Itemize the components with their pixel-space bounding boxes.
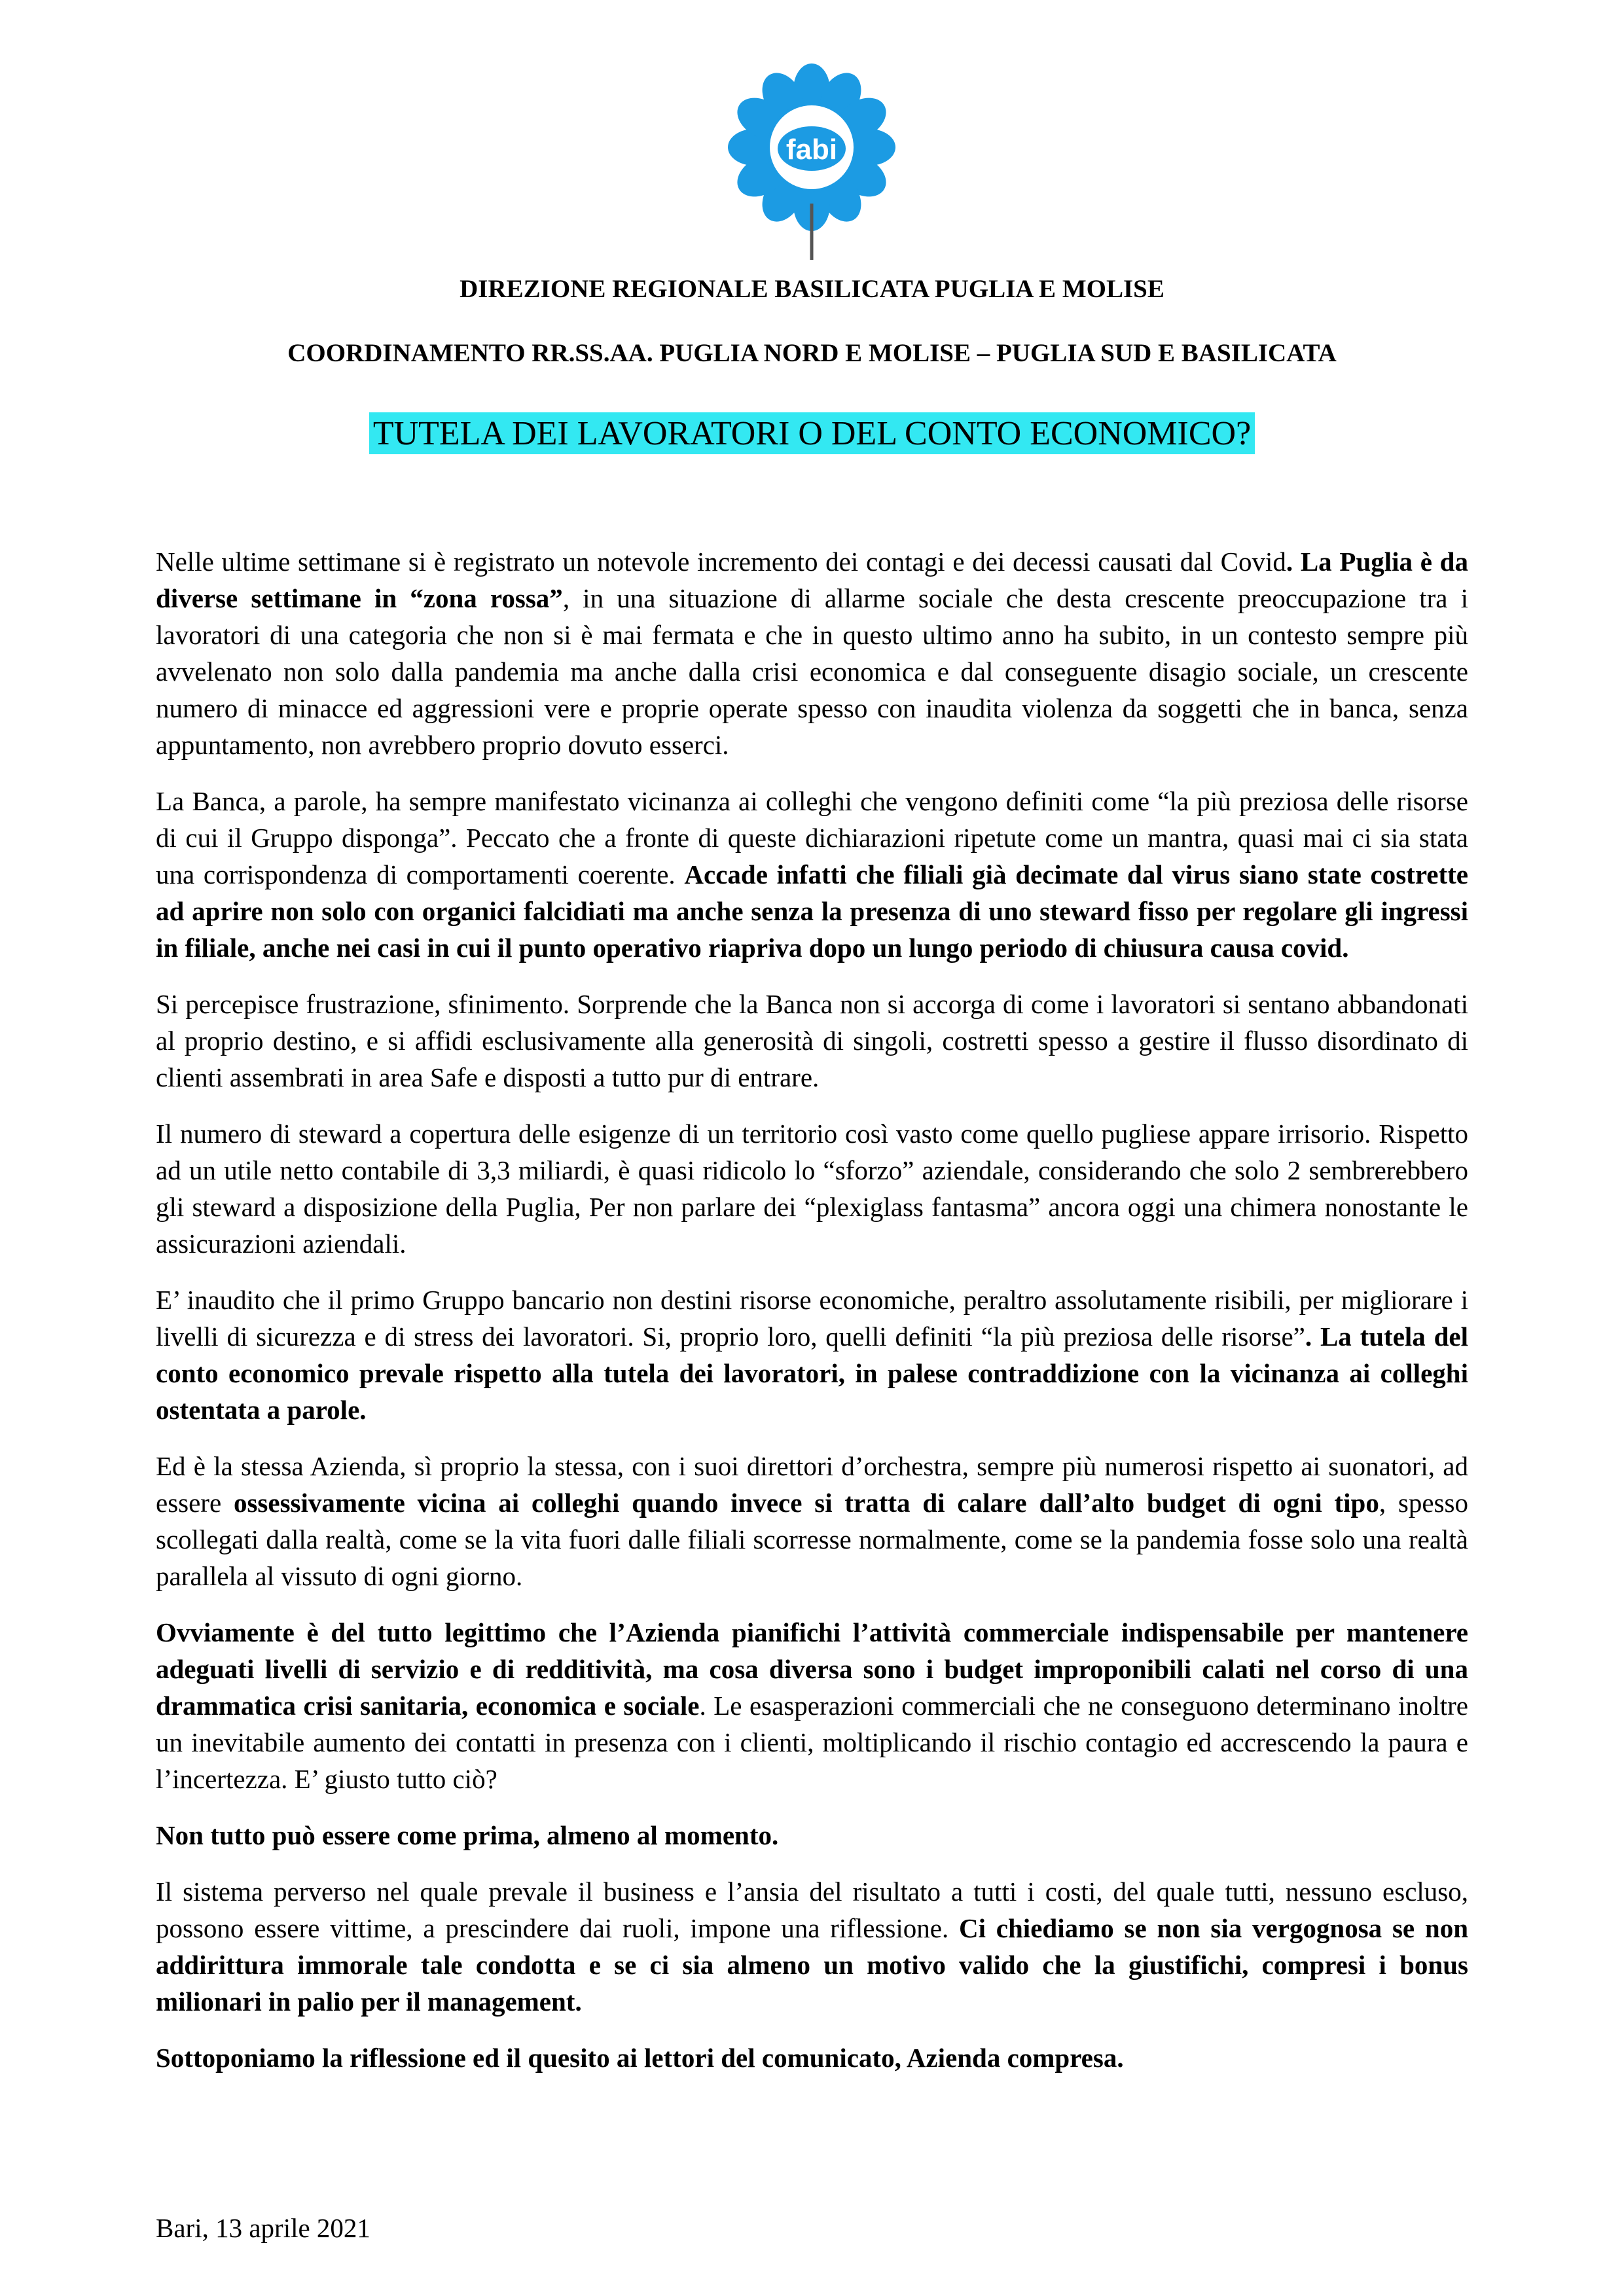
paragraph-7-text: . Le esasperazioni commerciali che ne conseguono determinano inoltre un inevitabile aumento dei contatti in presenza con i clienti, moltiplicando il rischio contagio ed accrescendo la paura e l’incertezza. E’ giusto tutto ciò? [156, 1691, 1468, 1794]
paragraph-2 [156, 783, 1468, 966]
paragraph-5-text: E’ inaudito che il primo Gruppo bancario non destini risorse economiche, peraltro assolutamente risibili, per migliorare i livelli di sicurezza e di stress dei lavoratori. Si, proprio loro, quelli definiti “la più preziosa delle risorse” [156, 1285, 1468, 1352]
org-line-1: DIREZIONE REGIONALE BASILICATA PUGLIA E MOLISE [460, 275, 1164, 303]
document-body [156, 543, 1468, 2096]
paragraph-6-text-end: , spesso scollegati dalla realtà, come se la vita fuori dalle filiali scorresse normalmente, come se la pandemia fosse solo una realtà parallela al vissuto di ogni giorno. [156, 1488, 1468, 1591]
paragraph-6-bold: ossessivamente vicina ai colleghi quando invece si tratta di calare dall’alto budget di ogni tipo [233, 1488, 1379, 1518]
paragraph-9-bold: Ci chiediamo se non sia vergognosa se non addirittura immorale tale condotta e se ci sia almeno un motivo valido che la giustifichi, compresi i bonus milionari in palio per il management. [156, 1913, 1468, 2017]
paragraph-7 [156, 1614, 1468, 1797]
logo-text: fabi [785, 134, 838, 166]
paragraph-6-text: Ed è la stessa Azienda, sì proprio la stessa, con i suoi direttori d’orchestra, sempre più numerosi rispetto ai suonatori, ad essere [156, 1451, 1468, 1518]
paragraph-6 [156, 1448, 1468, 1594]
paragraph-1-text-end: , in una situazione di allarme sociale che desta crescente preoccupazione tra i lavoratori di una categoria che non si è mai fermata e che in questo ultimo anno ha subito, in un contesto sempre più avvelenato non solo dalla pandemia ma anche dalla crisi economica e dal conseguente disagio sociale, un crescente numero di minacce ed aggressioni vere e proprie operate spesso con inaudita violenza da soggetti che in banca, senza appuntamento, non avrebbero proprio dovuto esserci. [156, 583, 1468, 760]
title-container [0, 412, 1624, 454]
paragraph-2-bold: Accade infatti che filiali già decimate dal virus siano state costrette ad aprire non solo con organici falcidiati ma anche senza la presenza di uno steward fisso per regolare gli ingressi in filiale, anche nei casi in cui il punto operativo riapriva dopo un lungo periodo di chiusura causa covid. [156, 859, 1468, 963]
paragraph-1-bold: . La Puglia è da diverse settimane in “zona rossa” [156, 547, 1468, 613]
fabi-flower-logo [687, 56, 936, 262]
paragraph-7-bold: Ovviamente è del tutto legittimo che l’Azienda pianifichi l’attività commerciale indispensabile per mantenere adeguati livelli di servizio e di redditività, ma cosa diversa sono i budget improponibili calati nel corso di una drammatica crisi sanitaria, economica e sociale [156, 1617, 1468, 1721]
paragraph-1-text: Nelle ultime settimane si è registrato un notevole incremento dei contagi e dei decessi causati dal Covid [156, 547, 1286, 577]
paragraph-9-text: Il sistema perverso nel quale prevale il business e l’ansia del risultato a tutti i costi, del quale tutti, nessuno escluso, possono essere vittime, a prescindere dai ruoli, impone una riflessione. [156, 1876, 1468, 1943]
paragraph-5 [156, 1282, 1468, 1428]
org-line-2: COORDINAMENTO RR.SS.AA. PUGLIA NORD E MOLISE – PUGLIA SUD E BASILICATA [287, 339, 1337, 367]
paragraph-4: Il numero di steward a copertura delle esigenze di un territorio così vasto come quello pugliese appare irrisorio. Rispetto ad un utile netto contabile di 3,3 miliardi, è quasi ridicolo lo “sforzo” aziendale, considerando che solo 2 sembrerebbero gli steward a disposizione della Puglia, Per non parlare dei “plexiglass fantasma” ancora oggi una chimera nonostante le assicurazioni aziendali. [156, 1119, 1468, 1259]
paragraph-9 [156, 1873, 1468, 2020]
paragraph-5-bold: . La tutela del conto economico prevale rispetto alla tutela dei lavoratori, in palese contraddizione con la vicinanza ai colleghi ostentata a parole. [156, 1321, 1469, 1425]
page-title: TUTELA DEI LAVORATORI O DEL CONTO ECONOMICO? [369, 412, 1255, 454]
paragraph-8: Non tutto può essere come prima, almeno al momento. [156, 1820, 779, 1850]
paragraph-2-text: La Banca, a parole, ha sempre manifestato vicinanza ai colleghi che vengono definiti come “la più preziosa delle risorse di cui il Gruppo disponga”. Peccato che a fronte di queste dichiarazioni ripetute come un mantra, quasi mai ci sia stata una corrispondenza di comportamenti coerente. [156, 786, 1468, 889]
paragraph-3: Si percepisce frustrazione, sfinimento. Sorprende che la Banca non si accorga di come i lavoratori si sentano abbandonati al proprio destino, e si affidi esclusivamente alla generosità di singoli, costretti spesso a gestire il flusso disordinato di clienti assembrati in area Safe e disposti a tutto pur di entrare. [156, 989, 1468, 1092]
paragraph-1 [156, 543, 1468, 763]
document-date: Bari, 13 aprile 2021 [156, 2213, 370, 2243]
paragraph-10: Sottoponiamo la riflessione ed il quesito ai lettori del comunicato, Azienda compresa. [156, 2043, 1124, 2073]
